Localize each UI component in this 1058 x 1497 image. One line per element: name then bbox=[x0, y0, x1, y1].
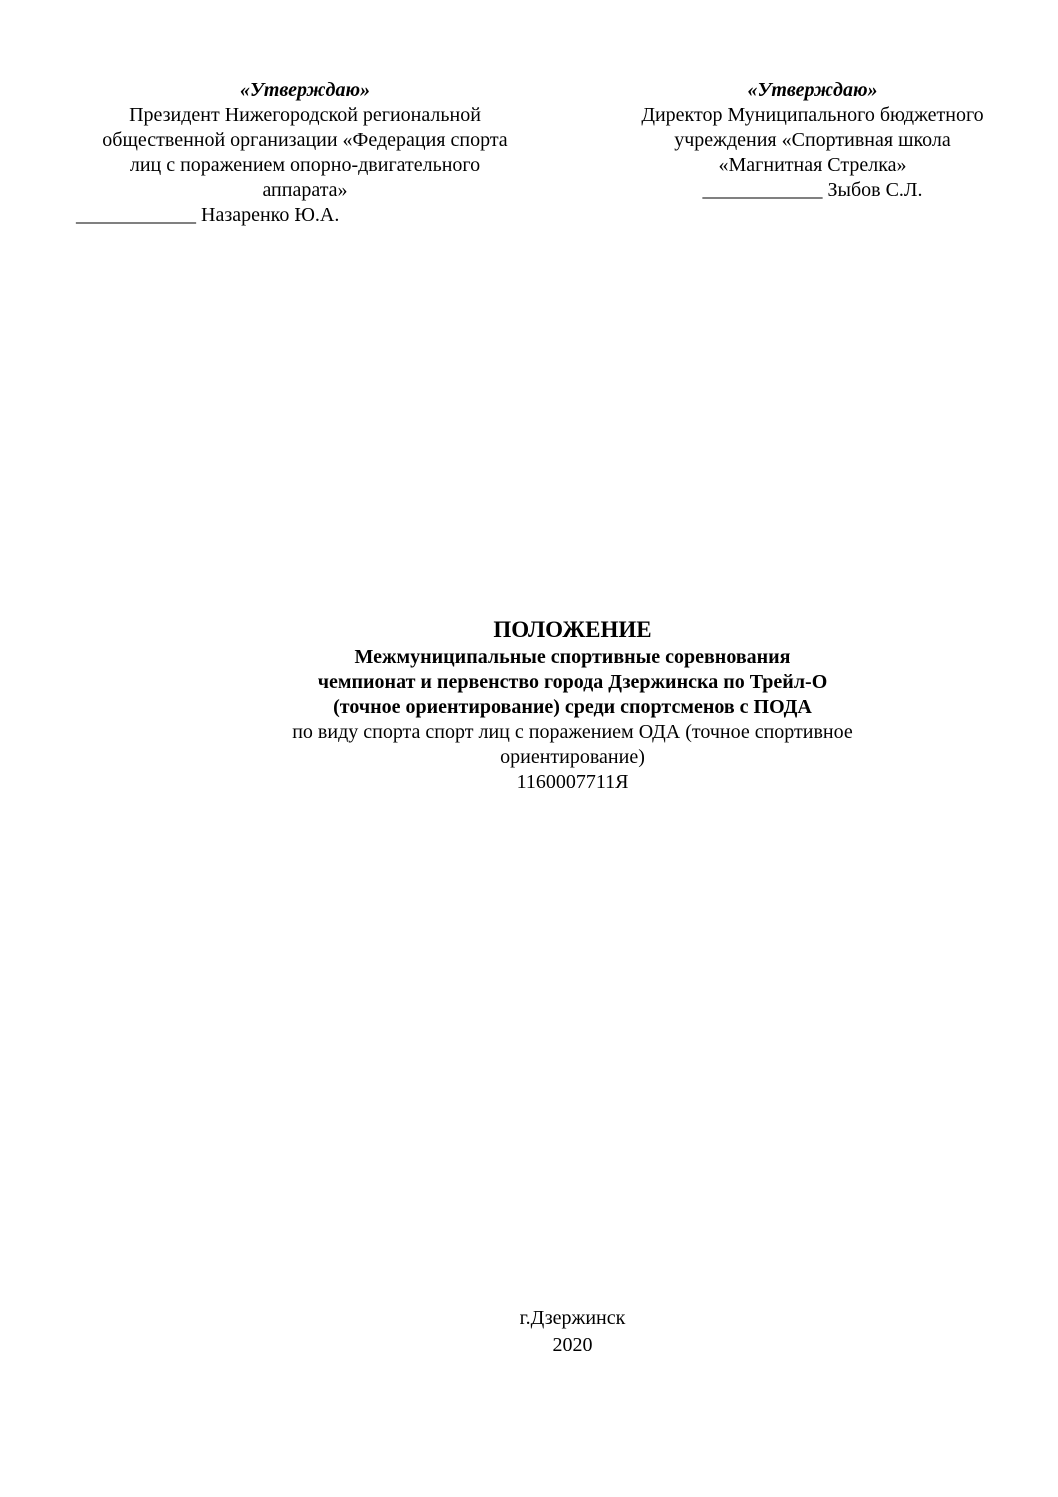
document-title-block bbox=[150, 615, 995, 795]
approval-line: Директор Муниципального бюджетного bbox=[641, 104, 984, 126]
approval-signature-right: ____________ Зыбов С.Л. bbox=[702, 179, 923, 201]
sport-type-line: ориентирование) bbox=[500, 746, 645, 768]
approval-line: лиц с поражением опорно-двигательного bbox=[129, 154, 481, 176]
document-title: ПОЛОЖЕНИЕ bbox=[493, 617, 652, 642]
document-subtitle-line: чемпионат и первенство города Дзержинска по Трейл-О bbox=[317, 671, 828, 693]
approval-heading-right: «Утверждаю» bbox=[747, 79, 878, 101]
footer-block bbox=[370, 1305, 775, 1359]
sport-type-line: по виду спорта спорт лиц с поражением ОДА (точное спортивное bbox=[292, 721, 853, 743]
document-subtitle-line: (точное ориентирование) среди спортсменов с ПОДА bbox=[333, 696, 812, 718]
approval-line: общественной организации «Федерация спорта bbox=[102, 129, 508, 151]
footer-city: г.Дзержинск bbox=[519, 1307, 626, 1329]
approval-line: Президент Нижегородской региональной bbox=[129, 104, 481, 126]
approval-heading-left: «Утверждаю» bbox=[239, 79, 371, 101]
approval-signature-left: ____________ Назаренко Ю.А. bbox=[76, 204, 340, 226]
footer-year: 2020 bbox=[552, 1334, 593, 1356]
sport-code: 1160007711Я bbox=[516, 771, 629, 793]
approval-line: учреждения «Спортивная школа bbox=[674, 129, 951, 151]
approval-line: «Магнитная Стрелка» bbox=[718, 154, 907, 176]
approval-line: аппарата» bbox=[262, 179, 348, 201]
approval-block-left bbox=[70, 78, 640, 228]
approval-block-right bbox=[585, 78, 1040, 203]
document-subtitle-line: Межмуниципальные спортивные соревнования bbox=[354, 646, 791, 668]
